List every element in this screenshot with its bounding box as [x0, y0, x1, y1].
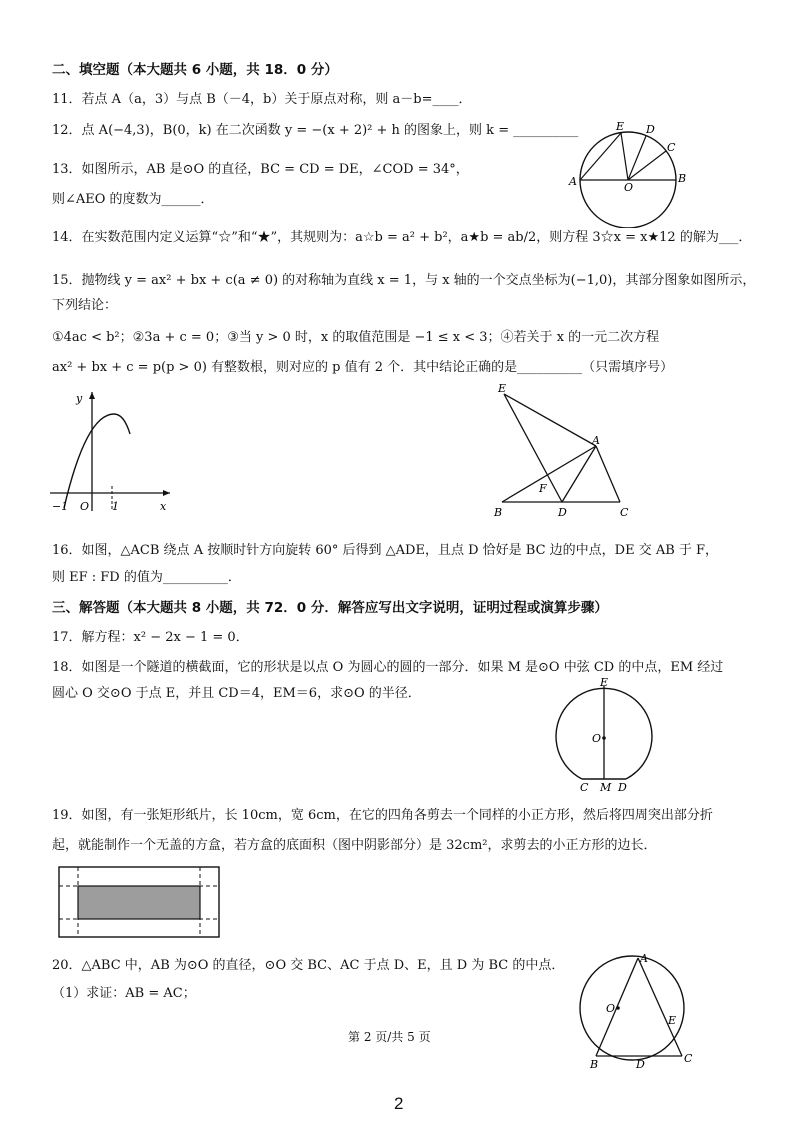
fig16-label-d: D — [558, 506, 567, 519]
question-17: 17．解方程：x² − 2x − 1 = 0． — [52, 630, 249, 645]
fig20-label-c: C — [684, 1052, 693, 1065]
fig18-label-d: D — [618, 781, 627, 794]
fig18-label-c: C — [580, 781, 589, 794]
question-19-line2: 起，就能制作一个无盖的方盒，若方盒的底面积（图中阴影部分）是 32cm²，求剪去的小正方形的边长． — [52, 838, 657, 853]
question-14: 14．在实数范围内定义运算“☆”和“★”，其规则为：a☆b = a² + b²，a★b = ab/2，则方程 3☆x = x★12 的解为___． — [52, 230, 752, 245]
figure-q16-triangles — [488, 380, 638, 520]
page-number: 2 — [394, 1094, 404, 1113]
fig18-label-m: M — [600, 781, 612, 794]
fig20-label-e: E — [668, 1014, 677, 1027]
fig13-label-c: C — [667, 141, 676, 154]
question-16-line1: 16．如图，△ACB 绕点 A 按顺时针方向旋转 60° 后得到 △ADE，且点 D 恰好是 BC 边的中点，DE 交 AB 于 F， — [52, 543, 719, 558]
fig15-label-minus1: −1 — [52, 500, 69, 513]
fig16-label-b: B — [494, 506, 503, 519]
question-18-line1: 18．如图是一个隧道的横截面，它的形状是以点 O 为圆心的圆的一部分．如果 M 是⊙O 中弦 CD 的中点，EM 经过 — [52, 660, 724, 675]
question-18-line2: 圆心 O 交⊙O 于点 E，并且 CD＝4，EM＝6，求⊙O 的半径． — [52, 686, 421, 701]
question-13-line1: 13．如图所示，AB 是⊙O 的直径，BC = CD = DE，∠COD = 34°， — [52, 162, 469, 177]
question-20-line1: 20．△ABC 中，AB 为⊙O 的直径，⊙O 交 BC、AC 于点 D、E，且 D 为 BC 的中点． — [52, 958, 565, 973]
fig20-label-a: A — [640, 952, 648, 965]
fig18-label-o: O — [592, 732, 602, 745]
fig20-label-o: O — [606, 1002, 616, 1015]
fig18-label-e: E — [600, 676, 609, 689]
fig13-label-a: A — [569, 175, 577, 188]
fig20-label-d: D — [636, 1058, 645, 1071]
fig13-label-o: O — [624, 181, 634, 194]
question-15-line4: ax² + bx + c = p(p > 0) 有整数根，则对应的 p 值有 2 个．其中结论正确的是__________（只需填序号） — [52, 360, 674, 375]
fig15-label-y: y — [76, 392, 83, 405]
fig16-label-a: A — [592, 434, 600, 447]
question-20-line2: （1）求证：AB = AC； — [52, 986, 196, 1001]
question-15-line3: ①4ac < b²；②3a + c = 0；③当 y > 0 时，x 的取值范围是 −1 ≤ x < 3；④若关于 x 的一元二次方程 — [52, 330, 660, 345]
question-15-line1: 15．抛物线 y = ax² + bx + c(a ≠ 0) 的对称轴为直线 x = 1，与 x 轴的一个交点坐标为(−1,0)，其部分图象如图所示， — [52, 273, 756, 288]
fig15-label-1: 1 — [112, 500, 119, 513]
question-13-line2: 则∠AEO 的度数为______． — [52, 192, 214, 207]
question-12: 12．点 A(−4,3)，B(0，k) 在二次函数 y = −(x + 2)² + h 的图象上，则 k = __________ — [52, 123, 579, 138]
fig13-label-b: B — [678, 172, 687, 185]
question-16-line2: 则 EF : FD 的值为__________． — [52, 570, 241, 585]
figure-q20-circle-triangle — [574, 950, 704, 1072]
question-15-line2: 下列结论： — [52, 298, 118, 313]
figure-q18-tunnel — [552, 676, 662, 796]
section3-header: 三、解答题（本大题共 8 小题，共 72．0 分．解答应写出文字说明，证明过程或演算步骤） — [52, 600, 608, 616]
figure-q13-circle — [566, 118, 706, 228]
fig13-label-e: E — [616, 120, 625, 133]
page-footer: 第 2 页/共 5 页 — [348, 1030, 431, 1044]
fig16-label-e: E — [498, 382, 507, 395]
question-11: 11．若点 A（a，3）与点 B（－4，b）关于原点对称，则 a－b=____． — [52, 92, 472, 107]
fig16-label-f: F — [539, 482, 547, 495]
fig20-label-b: B — [590, 1058, 599, 1071]
section2-header: 二、填空题（本大题共 6 小题，共 18．0 分） — [52, 62, 338, 78]
question-19-line1: 19．如图，有一张矩形纸片，长 10cm，宽 6cm，在它的四角各剪去一个同样的小正方形，然后将四周突出部分折 — [52, 808, 713, 823]
fig15-label-x: x — [160, 500, 167, 513]
fig13-label-d: D — [646, 123, 655, 136]
fig16-label-c: C — [620, 506, 629, 519]
figure-q19-paper — [56, 864, 224, 944]
fig15-label-o: O — [80, 500, 90, 513]
figure-q15-parabola — [44, 386, 184, 516]
